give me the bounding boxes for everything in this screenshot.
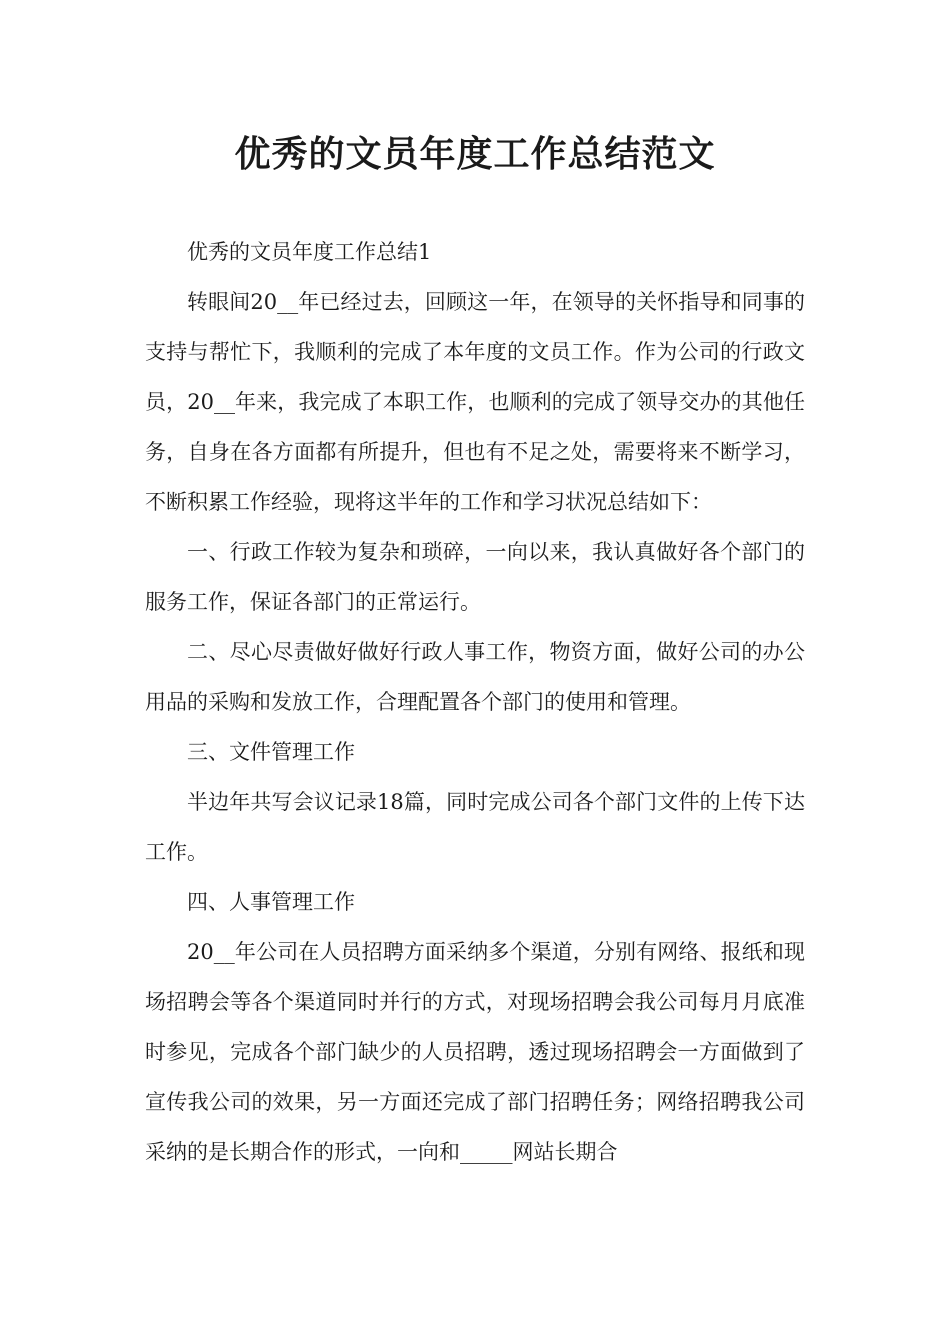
heading-personnel-management: 四、人事管理工作 bbox=[187, 890, 355, 914]
section-heading: 优秀的文员年度工作总结1 bbox=[187, 240, 432, 264]
paragraph-admin-work: 一、行政工作较为复杂和琐碎，一向以来，我认真做好各个部门的服务工作，保证各部门的正常运行。 bbox=[145, 540, 805, 614]
intro-paragraph: 转眼间20__年已经过去，回顾这一年，在领导的关怀指导和同事的支持与帮忙下，我顺利的完成了本年度的文员工作。作为公司的行政文员，20__年来，我完成了本职工作，也顺利的完成了领导交办的其他任务，自身在各方面都有所提升，但也有不足之处，需要将来不断学习，不断积累工作经验，现将这半年的工作和学习状况总结如下： bbox=[145, 290, 805, 514]
paragraph-file-management: 半边年共写会议记录18篇，同时完成公司各个部门文件的上传下达工作。 bbox=[145, 790, 805, 864]
document-title: 优秀的文员年度工作总结范文 bbox=[234, 133, 716, 175]
paragraph-hr-admin: 二、尽心尽责做好做好行政人事工作，物资方面，做好公司的办公用品的采购和发放工作，合理配置各个部门的使用和管理。 bbox=[145, 640, 805, 714]
paragraph-recruitment: 20__年公司在人员招聘方面采纳多个渠道，分别有网络、报纸和现场招聘会等各个渠道同时并行的方式，对现场招聘会我公司每月月底准时参见，完成各个部门缺少的人员招聘，透过现场招聘会一方面做到了宣传我公司的效果，另一方面还完成了部门招聘任务；网络招聘我公司采纳的是长期合作的形式，一向和_____网站长期合 bbox=[145, 940, 805, 1164]
heading-file-management: 三、文件管理工作 bbox=[187, 740, 355, 764]
document-body bbox=[145, 227, 805, 1177]
